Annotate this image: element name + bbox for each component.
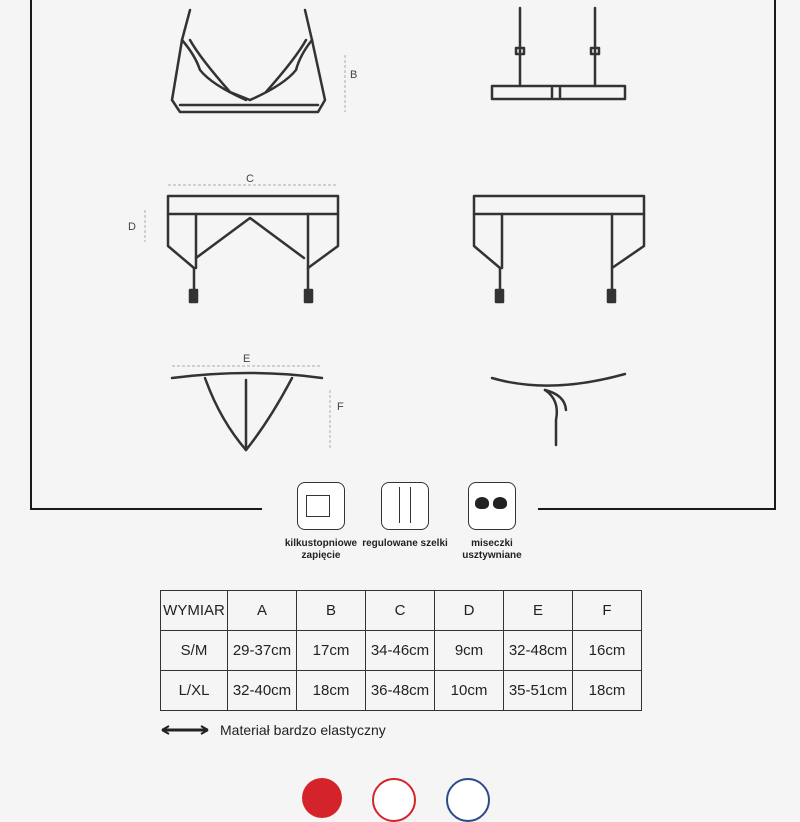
bra-back-drawing xyxy=(492,8,625,99)
multi-hook-closure-icon xyxy=(297,482,345,530)
size-table xyxy=(160,590,642,711)
size-cell: 32-48cm xyxy=(504,631,573,671)
size-cell: S/M xyxy=(161,631,228,671)
feature-label: kilkustopniowe zapięcie xyxy=(284,538,358,561)
size-cell: L/XL xyxy=(161,671,228,711)
size-cell: 18cm xyxy=(297,671,366,711)
header-cell: B xyxy=(297,591,366,631)
dimension-c: C xyxy=(246,173,254,185)
size-cell: 18cm xyxy=(573,671,642,711)
size-cell: 17cm xyxy=(297,631,366,671)
header-cell: A xyxy=(228,591,297,631)
header-cell: F xyxy=(573,591,642,631)
size-cell: 32-40cm xyxy=(228,671,297,711)
size-cell: 35-51cm xyxy=(504,671,573,711)
elastic-note-text: Materiał bardzo elastyczny xyxy=(220,722,386,738)
table-row xyxy=(161,631,642,671)
size-cell: 9cm xyxy=(435,631,504,671)
dimension-e: E xyxy=(243,353,251,365)
size-cell: 36-48cm xyxy=(366,671,435,711)
brand-badge-icon xyxy=(302,778,342,818)
bra-front-drawing xyxy=(172,10,325,112)
dimension-d: D xyxy=(128,221,136,233)
adjustable-straps-icon xyxy=(381,482,429,530)
feature-straps xyxy=(355,482,455,550)
dimension-b: B xyxy=(350,69,358,81)
thong-front-drawing xyxy=(172,373,322,450)
quality-badge-icon xyxy=(372,778,416,822)
header-cell: E xyxy=(504,591,573,631)
thong-back-drawing xyxy=(492,374,625,445)
dimension-f: F xyxy=(337,401,344,413)
header-cell: C xyxy=(366,591,435,631)
header-cell: D xyxy=(435,591,504,631)
size-cell: 29-37cm xyxy=(228,631,297,671)
size-cell: 34-46cm xyxy=(366,631,435,671)
size-cell: 10cm xyxy=(435,671,504,711)
size-table-header xyxy=(161,591,642,631)
size-cell: 16cm xyxy=(573,631,642,671)
certified-badge-icon xyxy=(446,778,490,822)
garter-front-drawing xyxy=(168,196,338,302)
padded-cups-icon xyxy=(468,482,516,530)
feature-label: miseczki usztywniane xyxy=(462,538,522,561)
elastic-note xyxy=(160,722,386,738)
feature-cups xyxy=(442,482,542,562)
double-arrow-icon xyxy=(160,725,210,735)
feature-label: regulowane szelki xyxy=(362,538,448,549)
table-row xyxy=(161,671,642,711)
garter-back-drawing xyxy=(474,196,644,302)
header-cell: WYMIAR xyxy=(161,591,228,631)
